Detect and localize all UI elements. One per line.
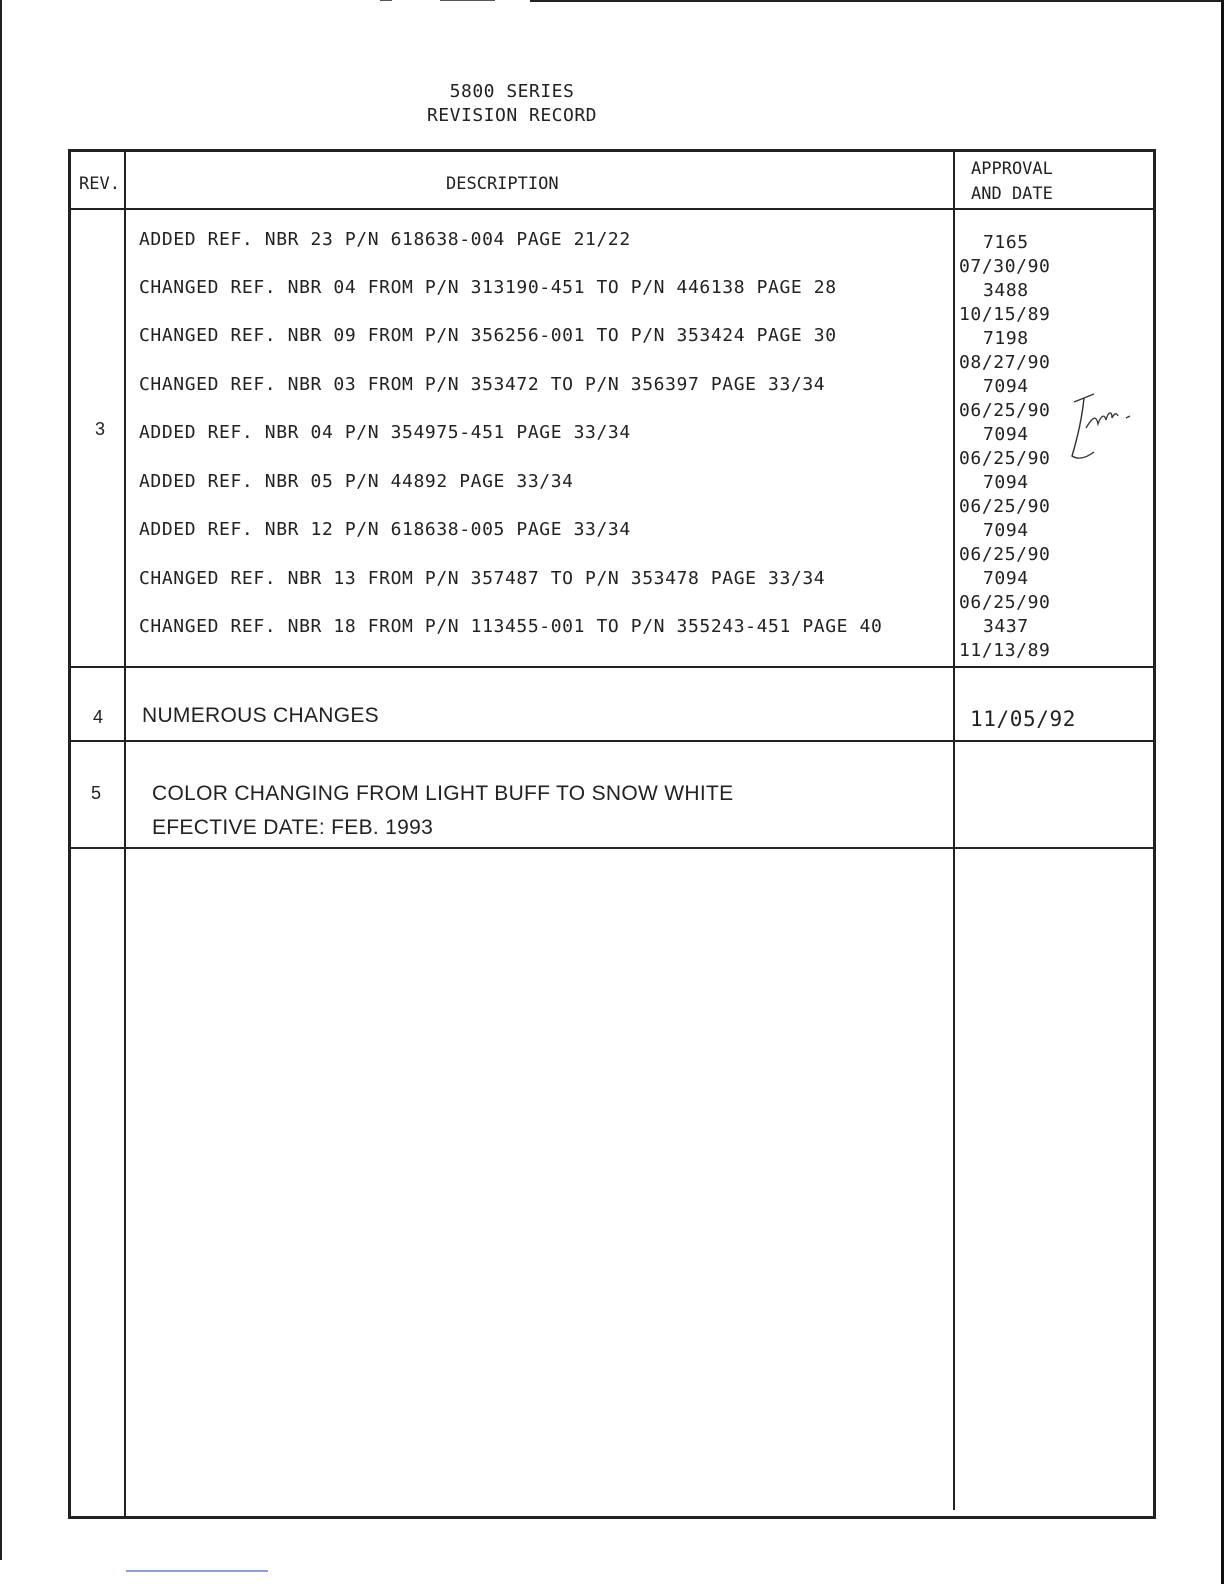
approval-code: 7094 xyxy=(983,376,1029,397)
approval-code: 7094 xyxy=(983,472,1029,493)
scan-edge-top xyxy=(530,0,1224,2)
approval-code: 7165 xyxy=(983,232,1029,253)
approval-code: 7094 xyxy=(983,424,1029,445)
scan-edge-top-mark-2 xyxy=(380,0,392,1)
approval-date: 06/25/90 xyxy=(959,496,1051,517)
header-divider xyxy=(70,208,1155,210)
scan-edge-left xyxy=(0,0,2,1560)
approval-code: 7198 xyxy=(983,328,1029,349)
rev5-divider xyxy=(70,847,1155,849)
header-description: DESCRIPTION xyxy=(446,174,559,194)
rev-5-number: 5 xyxy=(90,783,101,803)
approval-code: 7094 xyxy=(983,568,1029,589)
approval-column-divider xyxy=(953,150,955,1510)
rev4-divider xyxy=(70,740,1155,742)
rev3-approvals xyxy=(959,231,1059,663)
rev5-description-line2: EFECTIVE DATE: FEB. 1993 xyxy=(152,816,434,839)
rev3-divider xyxy=(70,666,1155,668)
approval-date: 06/25/90 xyxy=(959,592,1051,613)
approval-code: 7094 xyxy=(983,520,1029,541)
rev3-entry: ADDED REF. NBR 04 P/N 354975-451 PAGE 33/34 xyxy=(139,422,631,443)
document-title-series: 5800 SERIES xyxy=(449,81,575,102)
rev-4-number: 4 xyxy=(92,707,103,727)
approval-code: 3437 xyxy=(983,616,1029,637)
header-approval: APPROVAL xyxy=(971,159,1053,179)
header-and-date: AND DATE xyxy=(971,184,1053,204)
rev3-entry: ADDED REF. NBR 05 P/N 44892 PAGE 33/34 xyxy=(139,471,574,492)
rev-column-divider xyxy=(124,150,126,1518)
approval-date: 06/25/90 xyxy=(959,544,1051,565)
scan-bottom-mark xyxy=(126,1570,268,1572)
rev5-description-line1: COLOR CHANGING FROM LIGHT BUFF TO SNOW WHITE xyxy=(152,782,734,805)
approval-code: 3488 xyxy=(983,280,1029,301)
rev3-entry: ADDED REF. NBR 12 P/N 618638-005 PAGE 33/34 xyxy=(139,519,631,540)
rev3-entry: ADDED REF. NBR 23 P/N 618638-004 PAGE 21/22 xyxy=(139,229,631,250)
document-title-record: REVISION RECORD xyxy=(426,105,598,126)
approval-date: 11/13/89 xyxy=(959,640,1051,661)
approval-date: 08/27/90 xyxy=(959,352,1051,373)
approval-date: 06/25/90 xyxy=(959,448,1051,469)
handwritten-initials-signature xyxy=(1060,388,1150,468)
approval-date: 07/30/90 xyxy=(959,256,1051,277)
rev3-entry: CHANGED REF. NBR 13 FROM P/N 357487 TO P/N 353478 PAGE 33/34 xyxy=(139,568,826,589)
scan-edge-top-mark xyxy=(440,0,495,1)
header-rev: REV. xyxy=(79,174,120,194)
approval-date: 06/25/90 xyxy=(959,400,1051,421)
rev3-entry: CHANGED REF. NBR 18 FROM P/N 113455-001 TO P/N 355243-451 PAGE 40 xyxy=(139,616,883,637)
rev-3-number: 3 xyxy=(94,419,105,439)
rev3-entry: CHANGED REF. NBR 09 FROM P/N 356256-001 TO P/N 353424 PAGE 30 xyxy=(139,325,837,346)
approval-date: 10/15/89 xyxy=(959,304,1051,325)
rev3-entry: CHANGED REF. NBR 03 FROM P/N 353472 TO P/N 356397 PAGE 33/34 xyxy=(139,374,826,395)
rev4-approval-date: 11/05/92 xyxy=(970,707,1076,731)
rev3-entry: CHANGED REF. NBR 04 FROM P/N 313190-451 TO P/N 446138 PAGE 28 xyxy=(139,277,837,298)
rev4-description: NUMEROUS CHANGES xyxy=(142,704,379,727)
